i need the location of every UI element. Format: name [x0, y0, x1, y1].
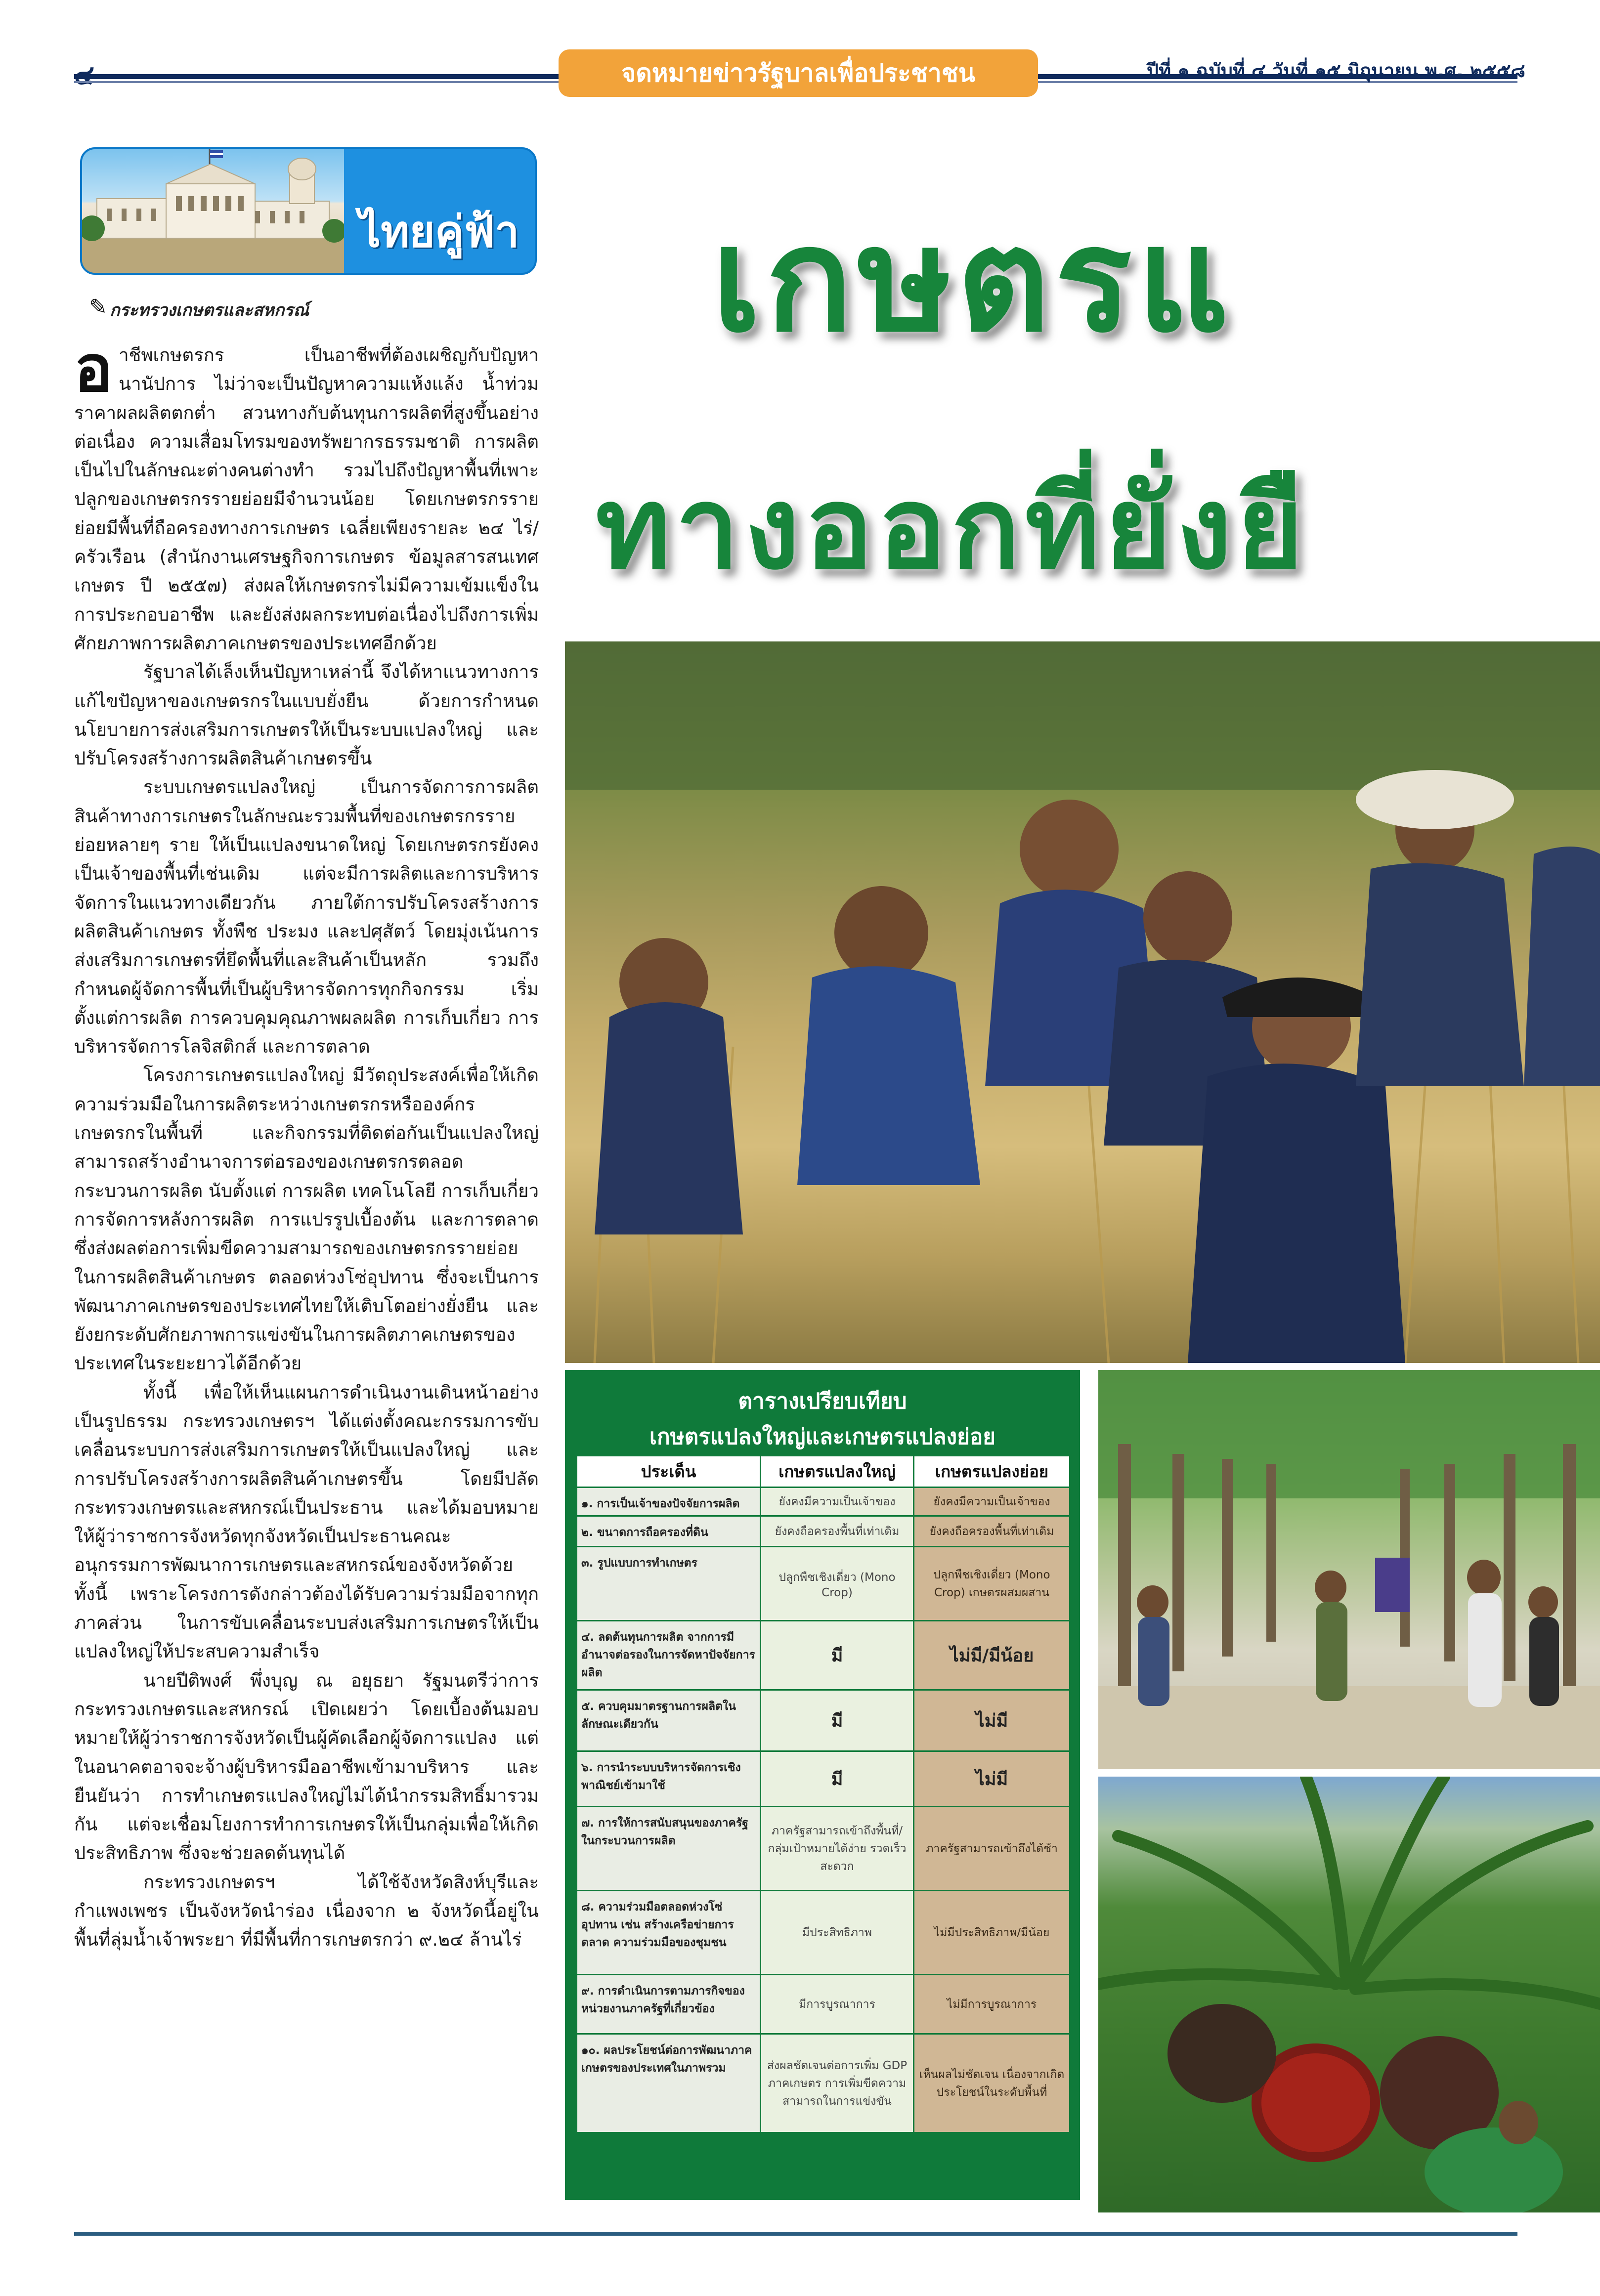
table-cell: มี — [761, 1621, 914, 1690]
paragraph: รัฐบาลได้เล็งเห็นปัญหาเหล่านี้ จึงได้หาแนวทางการแก้ไขปัญหาของเกษตรกรในแบบยั่งยืน ด้วยการกำหนดนโยบายการส่งเสริมการเกษตรให้เป็นระบบแปลงใหญ่ และปรับโครงสร้างการผลิตสินค้าเกษตรขึ้น — [74, 661, 539, 769]
table-row — [577, 1621, 1070, 1690]
section-label: ไทยคู่ฟ้า — [359, 206, 519, 257]
table-cell: ส่งผลชัดเจนต่อการเพิ่ม GDP ภาคเกษตร การเพิ่มขีดความสามารถในการแข่งขัน — [761, 2034, 914, 2133]
government-house-illustration — [82, 149, 344, 273]
table-cell: ยังคงมีความเป็นเจ้าของ — [761, 1488, 914, 1516]
table-cell: ปลูกพืชเชิงเดี่ยว (Mono Crop) — [761, 1547, 914, 1621]
table-cell: ๑. การเป็นเจ้าของปัจจัยการผลิต — [577, 1488, 761, 1516]
table-cell: ๑๐. ผลประโยชน์ต่อการพัฒนาภาคเกษตรของประเทศในภาพรวม — [577, 2034, 761, 2133]
table-row — [577, 1751, 1070, 1807]
table-row — [577, 1690, 1070, 1751]
headline-line-1: เกษตรแ — [712, 197, 1234, 364]
section-badge — [80, 147, 537, 275]
column-header: เกษตรแปลงย่อย — [914, 1456, 1070, 1488]
paragraph — [74, 341, 539, 658]
column-header: เกษตรแปลงใหญ่ — [761, 1456, 914, 1488]
table-cell: มี — [761, 1751, 914, 1807]
issue-info: ปีที่ ๑ ฉบับที่ ๔ วันที่ ๑๕ มิถุนายน พ.ศ. ๒๕๕๘ — [1147, 60, 1525, 82]
drop-cap: อ — [74, 341, 113, 406]
table-cell: มีประสิทธิภาพ — [761, 1891, 914, 1975]
table-cell: ไม่มี — [914, 1751, 1070, 1807]
table-row — [577, 1488, 1070, 1516]
table-cell: ๗. การให้การสนับสนุนของภาครัฐในกระบวนการผลิต — [577, 1807, 761, 1891]
paragraph: โครงการเกษตรแปลงใหญ่ มีวัตถุประสงค์เพื่อให้เกิดความร่วมมือในการผลิตระหว่างเกษตรกรหรือองค์กรเกษตรกรในพื้นที่ และกิจกรรมที่ติดต่อกันเป็นแปลงใหญ่ สามารถสร้างอำนาจการต่อรองของเกษตรกรตลอดกระบวนการผลิต นับตั้งแต่ การผลิต เทคโนโลยี การเก็บเกี่ยว การจัดการหลังการผลิต การแปรรูปเบื้องต้น และการตลาด ซึ่งส่งผลต่อการเพิ่มขีดความสามารถของเกษตรกรรายย่อยในการผลิตสินค้าเกษตร ตลอดห่วงโซ่อุปทาน ซึ่งจะเป็นการพัฒนาภาคเกษตรของประเทศไทยให้เติบโตอย่างยั่งยืน และยังยกระดับศักยภาพการแข่งขันในการผลิตภาคเกษตรของประเทศในระยะยาวได้อีกด้วย — [74, 1064, 539, 1374]
table-cell: ยังคงถือครองพื้นที่เท่าเดิม — [914, 1516, 1070, 1547]
table-cell: ไม่มีการบูรณาการ — [914, 1975, 1070, 2034]
table-cell: ๔. ลดต้นทุนการผลิต จากการมีอำนาจต่อรองในการจัดหาปัจจัยการผลิต — [577, 1621, 761, 1690]
table-cell: ปลูกพืชเชิงเดี่ยว (Mono Crop) เกษตรผสมผสาน — [914, 1547, 1070, 1621]
table-cell: ยังคงถือครองพื้นที่เท่าเดิม — [761, 1516, 914, 1547]
paragraph: นายปีติพงศ์ พึ่งบุญ ณ อยุธยา รัฐมนตรีว่าการกระทรวงเกษตรและสหกรณ์ เปิดเผยว่า โดยเบื้องต้นมอบหมายให้ผู้ว่าราชการจังหวัดเป็นผู้คัดเลือกผู้จัดการแปลง แต่ในอนาคตอาจจะจ้างผู้บริหารมืออาชีพเข้ามาบริหาร และยืนยันว่า การทำเกษตรแปลงใหญ่ไม่ได้นำกรรมสิทธิ์มารวมกัน แต่จะเชื่อมโยงการทำการเกษตรให้เป็นกลุ่มเพื่อให้เกิดประสิทธิภาพ ซึ่งจะช่วยลดต้นทุนได้ — [74, 1669, 539, 1864]
table-cell: เห็นผลไม่ชัดเจน เนื่องจากเกิดประโยชน์ในระดับพื้นที่ — [914, 2034, 1070, 2133]
government-house-photo — [82, 149, 344, 273]
paragraph: ระบบเกษตรแปลงใหญ่ เป็นการจัดการการผลิตสินค้าทางการเกษตรในลักษณะรวมพื้นที่ของเกษตรกรรายย่อยหลายๆ ราย ให้เป็นแปลงขนาดใหญ่ โดยเกษตรกรยังคงเป็นเจ้าของพื้นที่เช่นเดิม แต่จะมีการผลิตและการบริหารจัดการในแนวทางเดียวกัน ภายใต้การปรับโครงสร้างการผลิตสินค้าเกษตร ทั้งพืช ประมง และปศุสัตว์ โดยมุ่งเน้นการส่งเสริมการเกษตรที่ยึดพื้นที่และสินค้าเป็นหลัก รวมถึงกำหนดผู้จัดการพื้นที่เป็นผู้บริหารจัดการทุกกิจกรรม เริ่มตั้งแต่การผลิต การควบคุมคุณภาพผลผลิต การเก็บเกี่ยว การบริหารจัดการโลจิสติกส์ และการตลาด — [74, 776, 539, 1058]
oil-palm-photo — [1098, 1777, 1600, 2212]
table-cell: ๓. รูปแบบการทำเกษตร — [577, 1547, 761, 1621]
table-cell: ไม่มี/มีน้อย — [914, 1621, 1070, 1690]
newsletter-title: จดหมายข่าวรัฐบาลเพื่อประชาชน — [559, 49, 1038, 97]
paragraph-text: าชีพเกษตรกร เป็นอาชีพที่ต้องเผชิญกับปัญหานานัปการ ไม่ว่าจะเป็นปัญหาความแห้งแล้ง น้ำท่วม ราคาผลผลิตตกต่ำ สวนทางกับต้นทุนการผลิตที่สูงขึ้นอย่างต่อเนื่อง ความเสื่อมโทรมของทรัพยากรธรรมชาติ การผลิตเป็นไปในลักษณะต่างคนต่างทำ รวมไปถึงปัญหาพื้นที่เพาะปลูกของเกษตรกรรายย่อยมีจำนวนน้อย โดยเกษตรกรรายย่อยมีพื้นที่ถือครองทางการเกษตร เฉลี่ยเพียงรายละ ๒๔ ไร่/ครัวเรือน (สำนักงานเศรษฐกิจการเกษตร ข้อมูลสารสนเทศเกษตร ปี ๒๕๕๗) ส่งผลให้เกษตรกรไม่มีความเข้มแข็งในการประกอบอาชีพ และยังส่งผลกระทบต่อเนื่องไปถึงการเพิ่มศักยภาพการผลิตภาคเกษตรของประเทศอีกด้วย — [74, 344, 539, 654]
article-body — [74, 341, 539, 2249]
paragraph: กระทรวงเกษตรฯ ได้ใช้จังหวัดสิงห์บุรีและกำแพงเพชร เป็นจังหวัดนำร่อง เนื่องจาก ๒ จังหวัดนี้อยู่ในพื้นที่ลุ่มน้ำเจ้าพระยา ที่มีพื้นที่การเกษตรกว่า ๙.๒๔ ล้านไร่ — [74, 1871, 539, 1951]
table-subtitle: เกษตรแปลงใหญ่และเกษตรแปลงย่อย — [649, 1424, 996, 1449]
table-cell: ยังคงมีความเป็นเจ้าของ — [914, 1488, 1070, 1516]
pen-icon: ✎ — [89, 295, 107, 320]
table-row — [577, 1807, 1070, 1891]
table-cell: มีการบูรณาการ — [761, 1975, 914, 2034]
byline: กระทรวงเกษตรและสหกรณ์ — [110, 300, 309, 320]
table-row — [577, 2034, 1070, 2133]
table-cell: ๒. ขนาดการถือครองที่ดิน — [577, 1516, 761, 1547]
table-cell: ภาครัฐสามารถเข้าถึงได้ช้า — [914, 1807, 1070, 1891]
rice-harvest-illustration — [565, 641, 1600, 1363]
table-header-row — [577, 1456, 1070, 1488]
table-cell: ภาครัฐสามารถเข้าถึงพื้นที่/กลุ่มเป้าหมายได้ง่าย รวดเร็ว สะดวก — [761, 1807, 914, 1891]
paragraph: ทั้งนี้ เพื่อให้เห็นแผนการดำเนินงานเดินหน้าอย่างเป็นรูปธรรม กระทรวงเกษตรฯ ได้แต่งตั้งคณะกรรมการขับเคลื่อนระบบการส่งเสริมการเกษตรให้เป็นแปลงใหญ่ และการปรับโครงสร้างการผลิตสินค้าเกษตรขึ้น โดยมีปลัดกระทรวงเกษตรและสหกรณ์เป็นประธาน และได้มอบหมายให้ผู้ว่าราชการจังหวัดทุกจังหวัดเป็นประธานคณะอนุกรรมการพัฒนาการเกษตรและสหกรณ์ของจังหวัดด้วย ทั้งนี้ เพราะโครงการดังกล่าวต้องได้รับความร่วมมือจากทุกภาคส่วน ในการขับเคลื่อนระบบส่งเสริมการเกษตรให้เป็นแปลงใหญ่ให้ประสบความสำเร็จ — [74, 1381, 539, 1662]
table-cell: ๖. การนำระบบบริหารจัดการเชิงพาณิชย์เข้ามาใช้ — [577, 1751, 761, 1807]
table-cell: ๙. การดำเนินการตามภารกิจของหน่วยงานภาครัฐที่เกี่ยวข้อง — [577, 1975, 761, 2034]
comparison-table-panel — [565, 1370, 1080, 2200]
table-cell: ไม่มี — [914, 1690, 1070, 1751]
table-cell: มี — [761, 1690, 914, 1751]
table-cell: ๕. ควบคุมมาตรฐานการผลิตในลักษณะเดียวกัน — [577, 1690, 761, 1751]
column-header: ประเด็น — [577, 1456, 761, 1488]
table-row — [577, 1547, 1070, 1621]
table-row — [577, 1516, 1070, 1547]
rice-harvest-photo — [565, 641, 1600, 1363]
oil-palm-illustration — [1098, 1777, 1600, 2212]
table-title: ตารางเปรียบเทียบ — [738, 1389, 907, 1414]
headline-line-2: ทางออกที่ยั่งยื — [596, 463, 1309, 595]
table-cell: ไม่มีประสิทธิภาพ/มีน้อย — [914, 1891, 1070, 1975]
table-cell: ๘. ความร่วมมือตลอดห่วงโซ่อุปทาน เช่น สร้างเครือข่ายการตลาด ความร่วมมือของชุมชน — [577, 1891, 761, 1975]
table-row — [577, 1975, 1070, 2034]
rubber-plantation-illustration — [1098, 1370, 1600, 1769]
table-row — [577, 1891, 1070, 1975]
rubber-plantation-photo — [1098, 1370, 1600, 1769]
footer-rule — [74, 2232, 1517, 2236]
comparison-table — [576, 1455, 1071, 2133]
